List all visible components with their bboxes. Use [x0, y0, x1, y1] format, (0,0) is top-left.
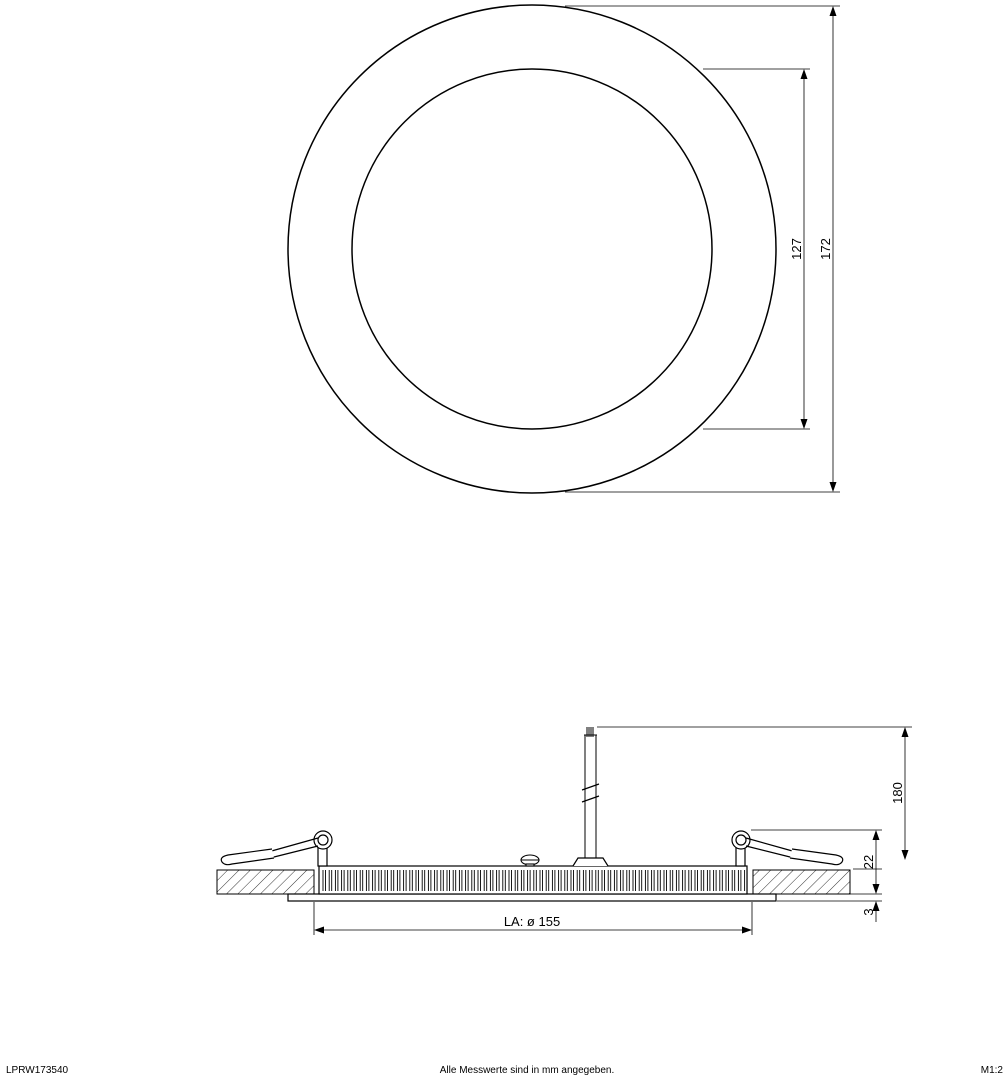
rim-thickness-label: 3: [861, 908, 876, 916]
ceiling-left: [217, 870, 314, 894]
measurement-note: Alle Messwerte sind in mm angegeben.: [439, 1065, 615, 1076]
spring-clip-right: [732, 831, 843, 866]
spring-clip-left: [221, 831, 332, 866]
cable-length-label: 180: [890, 782, 905, 804]
outer-diameter-label: 172: [818, 238, 833, 260]
side-view: [217, 727, 912, 935]
height-label: 22: [861, 854, 876, 870]
top-view: [288, 5, 840, 493]
ceiling-right: [753, 870, 850, 894]
screw: [521, 855, 539, 866]
cutout-label: LA: ø 155: [503, 914, 561, 929]
front-rim: [288, 894, 776, 901]
cable: [573, 727, 608, 866]
inner-diameter-label: 127: [789, 238, 804, 260]
product-code: LPRW173540: [6, 1065, 69, 1076]
inner-ring: [352, 69, 712, 429]
scale-label: M1:2: [980, 1065, 1003, 1076]
outer-ring: [288, 5, 776, 493]
